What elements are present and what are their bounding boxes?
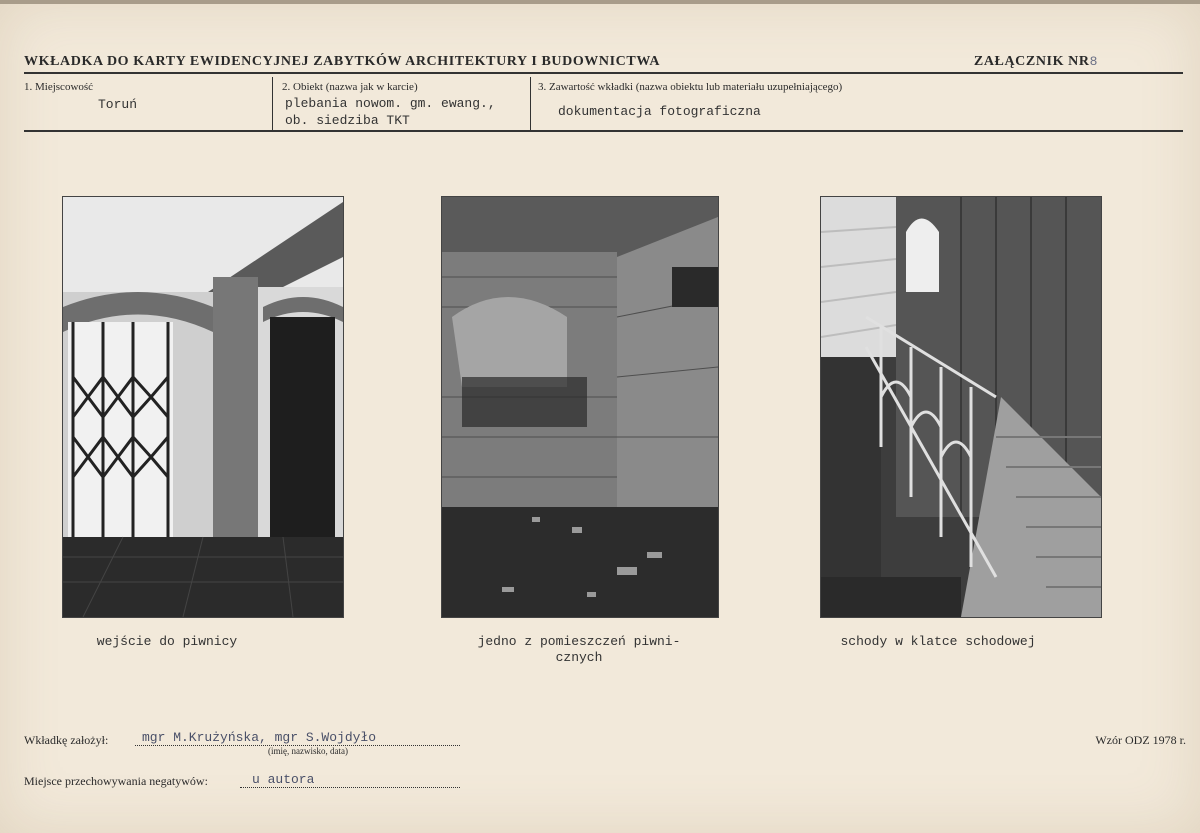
header-rule-top — [24, 72, 1183, 74]
author-label: Wkładkę założył: — [24, 733, 109, 747]
author-note: (imię, nazwisko, data) — [268, 746, 348, 756]
negatives-label: Miejsce przechowywania negatywów: — [24, 774, 208, 788]
field-1-value: Toruń — [98, 97, 138, 112]
field-1-label: 1. Miejscowość — [24, 81, 94, 93]
page-edge — [0, 0, 1200, 4]
document-title: WKŁADKA DO KARTY EWIDENCYJNEJ ZABYTKÓW ARCHITEKTURY I BUDOWNICTWA — [24, 54, 661, 69]
form-identifier: Wzór ODZ 1978 r. — [1095, 733, 1186, 747]
annex-label — [974, 54, 1098, 70]
negatives-dotted-line — [240, 787, 460, 788]
annex-number: 8 — [1089, 54, 1098, 69]
photo-3-caption: schody w klatce schodowej — [840, 634, 1036, 649]
field-2-value-line2: ob. siedziba TKT — [285, 113, 410, 128]
photo-staircase — [820, 196, 1102, 618]
annex-label-text: ZAŁĄCZNIK NR — [973, 54, 1090, 69]
field-divider-2 — [530, 77, 531, 130]
header-rule-bottom — [24, 130, 1183, 132]
field-divider-1 — [272, 77, 273, 130]
field-2-label: 2. Obiekt (nazwa jak w karcie) — [282, 81, 418, 93]
photo-1-caption: wejście do piwnicy — [96, 634, 238, 649]
field-3-value: dokumentacja fotograficzna — [558, 104, 761, 119]
author-value: mgr M.Krużyńska, mgr S.Wojdyło — [142, 730, 377, 745]
field-2-value-line1: plebania nowom. gm. ewang., — [285, 96, 496, 111]
field-3-label: 3. Zawartość wkładki (nazwa obiektu lub materiału uzupełniającego) — [538, 81, 843, 93]
photo-cellar-room — [441, 196, 719, 618]
negatives-value: u autora — [252, 772, 315, 787]
photo-2-caption: jedno z pomieszczeń piwni- cznych — [477, 634, 681, 665]
photo-cellar-entrance — [62, 196, 344, 618]
